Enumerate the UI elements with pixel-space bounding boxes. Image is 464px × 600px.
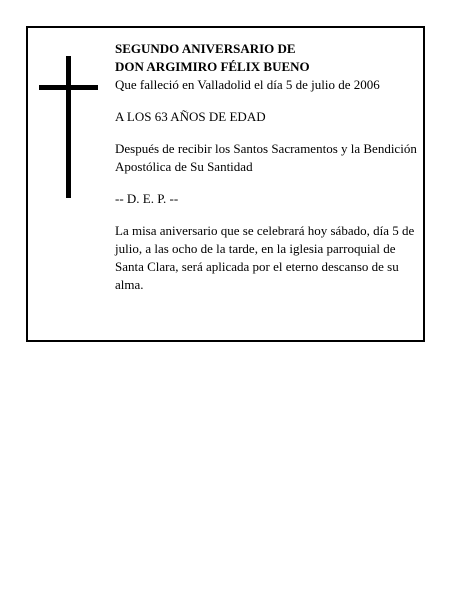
death-line: Que falleció en Valladolid el día 5 de julio de 2006 xyxy=(115,77,380,92)
age-line: A LOS 63 AÑOS DE EDAD xyxy=(115,109,266,124)
mass-text: La misa aniversario que se celebrará hoy sábado, día 5 de julio, a las ocho de la tarde, en la iglesia parroquial de Santa Clara, será aplicada por el eterno descanso de su alma. xyxy=(115,223,415,292)
heading-line-1: SEGUNDO ANIVERSARIO DE xyxy=(115,41,296,56)
cross-vertical-bar xyxy=(66,56,71,198)
sacraments-text: Después de recibir los Santos Sacramentos y la Bendición Apostólica de Su Santidad xyxy=(115,141,417,174)
obituary-notice xyxy=(26,26,425,342)
rip-text: -- D. E. P. -- xyxy=(115,191,179,206)
notice-text xyxy=(115,40,419,294)
cross-horizontal-bar xyxy=(39,85,98,90)
heading-line-2: DON ARGIMIRO FÉLIX BUENO xyxy=(115,59,310,74)
